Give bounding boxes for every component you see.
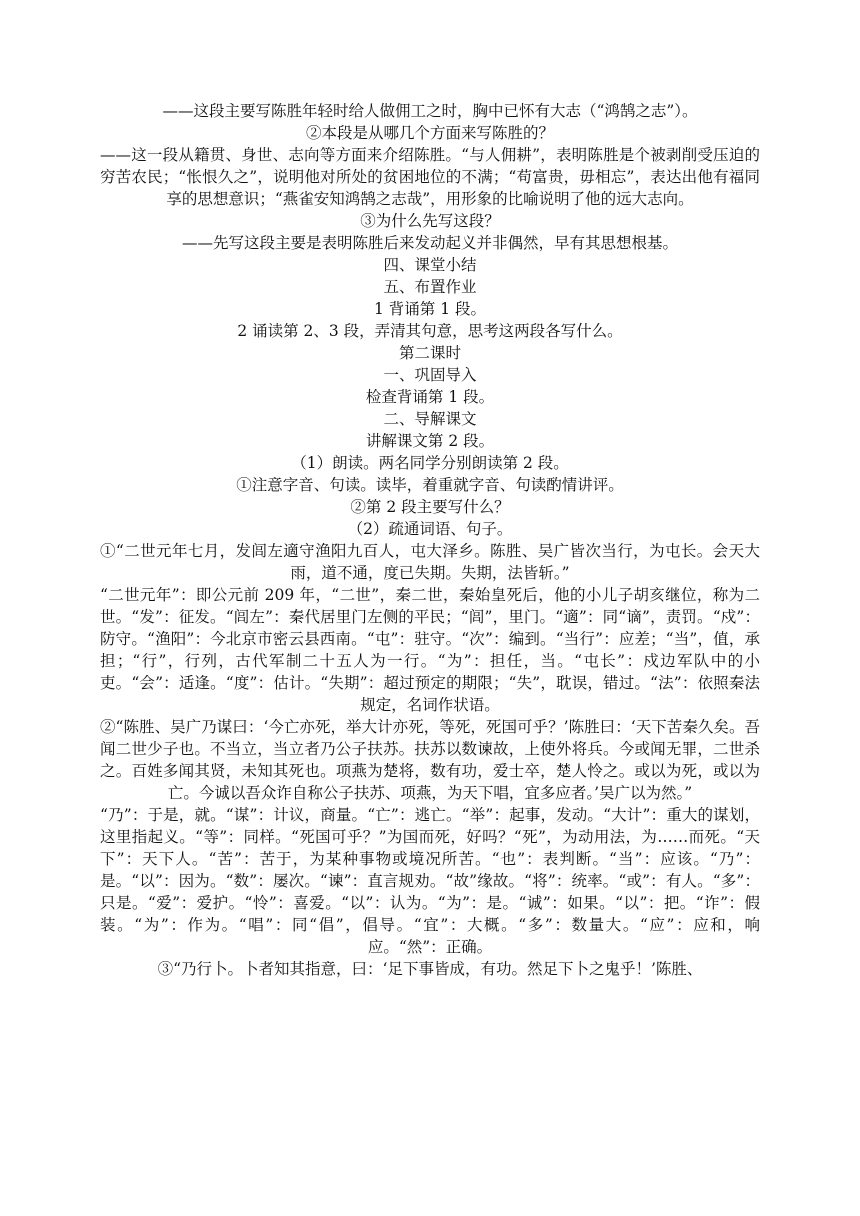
step-vocabulary: （2）疏通词语、句子。 <box>347 520 513 538</box>
homework-item-1: 1 背诵第 1 段。 <box>373 300 486 318</box>
review-check-recite: 检查背诵第 1 段。 <box>365 388 495 406</box>
quote-chen-sheng-wu-guang-mou: ②“陈胜、吴广乃谋曰：‘今亡亦死，举大计亦死，等死，死国可乎？’陈胜曰：‘天下苦秦久矣。吾闻二世少子也。不当立，当立者乃公子扶苏。扶苏以数谏故，上使外将兵。今或闻无罪，二世杀之。百姓多闻其贤，未知其死也。项燕为楚将，数有功，爱士卒，楚人怜之。或以为死，或以为亡。今诚以吾众诈自称公子扶苏、项燕，为天下唱，宜多应者。’吴广以为然。” <box>100 718 760 802</box>
question-paragraph-2: ②第 2 段主要写什么？ <box>350 498 510 516</box>
paragraph-why-first-answer: ——先写这段主要是表明陈胜后来发动起义并非偶然，早有其思想根基。 <box>181 234 678 252</box>
paragraph-aspects-answer: ——这一段从籍贯、身世、志向等方面来介绍陈胜。“与人佣耕”，表明陈胜是个被剥削受压迫的穷苦农民；“怅恨久之”，说明他对所处的贫困地位的不满；“苟富贵，毋相忘”，表达出他有福同享的思想意识；“燕雀安知鸿鹄之志哉”，用形象的比喻说明了他的远大志向。 <box>100 146 760 208</box>
quote-er-shi-yuan-nian: ①“二世元年七月，发闾左適守渔阳九百人，屯大泽乡。陈胜、吴广皆次当行，为屯长。会天大雨，道不通，度已失期。失期，法皆斩。” <box>100 542 760 582</box>
document-body <box>100 100 760 980</box>
heading-homework: 五、布置作业 <box>383 278 477 296</box>
heading-second-lesson: 第二课时 <box>398 344 461 362</box>
question-aspects: ②本段是从哪几个方面来写陈胜的？ <box>305 124 554 142</box>
homework-item-2: 2 诵读第 2、3 段，弄清其句意，思考这两段各写什么。 <box>237 322 623 340</box>
heading-review-intro: 一、巩固导入 <box>383 366 477 384</box>
step-pronunciation: ①注意字音、句读。读毕，着重就字音、句读酌情讲评。 <box>236 476 624 494</box>
notes-chen-sheng-wu-guang-mou: “乃”：于是，就。“谋”：计议，商量。“亡”：逃亡。“举”：起事，发动。“大计”：重大的谋划，这里指起义。“等”：同样。“死国可乎？”为国而死，好吗？“死”，为动用法，为……而死。“天下”：天下人。“苦”：苦于，为某种事物或境况所苦。“也”：表判断。“当”：应该。“乃”：是。“以”：因为。“数”：屡次。“谏”：直言规劝。“故”缘故。“将”：统率。“或”：有人。“多”：只是。“爱”：爱护。“怜”：喜爱。“以”：认为。“为”：是。“诚”：如果。“以”：把。“诈”：假装。“为”：作为。“唱”：同“倡”，倡导。“宜”：大概。“多”：数量大。“应”：应和，响应。“然”：正确。 <box>100 806 760 956</box>
explain-paragraph-2: 讲解课文第 2 段。 <box>365 432 495 450</box>
heading-class-summary: 四、课堂小结 <box>383 256 477 274</box>
heading-explain-text: 二、导解课文 <box>383 410 477 428</box>
question-why-first: ③为什么先写这段？ <box>360 212 500 230</box>
paragraph-summary-ambition: ——这段主要写陈胜年轻时给人做佣工之时，胸中已怀有大志（“鸿鹄之志”）。 <box>162 102 698 120</box>
notes-er-shi-yuan-nian: “二世元年”：即公元前 209 年，“二世”，秦二世，秦始皇死后，他的小儿子胡亥继位，称为二世。“发”：征发。“闾左”：秦代居里门左侧的平民；“闾”，里门。“適”：同“谪”，责罚。“戍”：防守。“渔阳”：今北京市密云县西南。“屯”：驻守。“次”：编到。“当行”：应差；“当”，值，承担；“行”，行列，古代军制二十五人为一行。“为”：担任，当。“屯长”：戍边军队中的小吏。“会”：适逢。“度”：估计。“失期”：超过预定的期限；“失”，耽误，错过。“法”：依照秦法规定，名词作状语。 <box>100 586 760 714</box>
quote-nai-xing-bu: ③“乃行卜。卜者知其指意，曰：‘足下事皆成，有功。然足下卜之鬼乎！’陈胜、 <box>157 960 703 978</box>
step-read-aloud: （1）朗读。两名同学分别朗读第 2 段。 <box>291 454 569 472</box>
